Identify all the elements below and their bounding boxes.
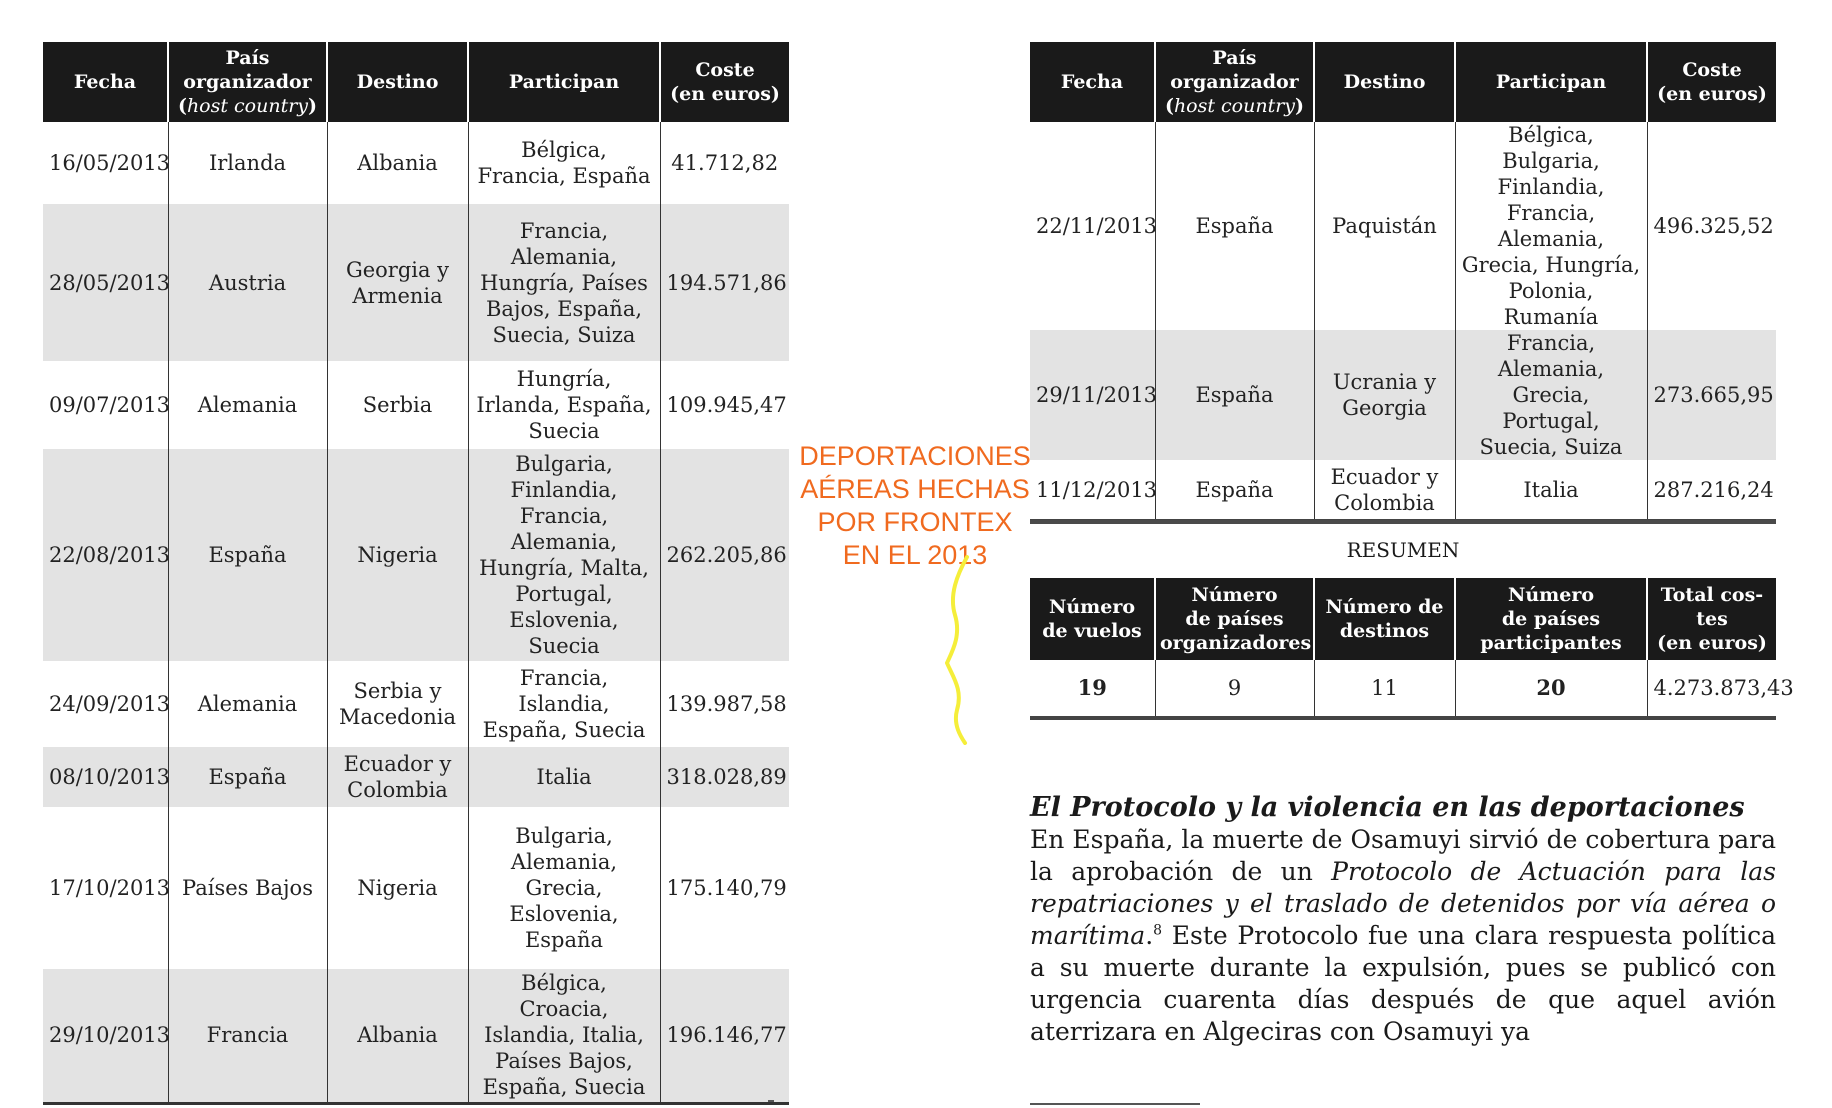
header-pais-line1: País xyxy=(225,47,270,69)
highlighter-brace-mark xyxy=(945,555,975,745)
header-paises-org-line2: de países xyxy=(1185,608,1284,630)
left-deportations-table xyxy=(43,42,789,1105)
cell-destino: Ecuador y Colombia xyxy=(1314,460,1455,520)
header-destino: Destino xyxy=(1314,42,1455,122)
header-coste-line1: Coste xyxy=(1682,59,1742,81)
header-coste xyxy=(1647,42,1776,122)
cell-fecha: 09/07/2013 xyxy=(49,393,171,417)
annotation-line2: AÉREAS HECHAS xyxy=(800,474,1030,504)
header-numero-paises-organizadores xyxy=(1155,578,1314,660)
header-paises-org-line3: organizadores xyxy=(1160,632,1312,654)
article-text-2: . xyxy=(1145,921,1154,950)
header-pais-line1: País xyxy=(1212,47,1257,69)
cell-pais: Austria xyxy=(168,204,327,361)
header-vuelos-line1: Número xyxy=(1048,596,1136,618)
table-row xyxy=(1030,122,1776,330)
cell-pais: España xyxy=(168,449,327,661)
table-row xyxy=(1030,460,1776,520)
cell-coste: 318.028,89 xyxy=(660,747,789,807)
right-deportations-table xyxy=(1030,42,1776,521)
cell-destino: Albania xyxy=(327,969,468,1103)
cell-destino: Serbia y Macedonia xyxy=(327,661,468,747)
header-coste-line1: Coste xyxy=(695,59,755,81)
header-destino: Destino xyxy=(327,42,468,122)
cell-destino: Serbia xyxy=(327,361,468,449)
cell-pais: Alemania xyxy=(168,361,327,449)
cell-destino: Ucrania y Georgia xyxy=(1314,330,1455,460)
header-pais-line2: organizador xyxy=(1170,71,1299,93)
table-row xyxy=(43,449,789,661)
cell-participan: Bulgaria, Finlandia, Francia, Alemania, Hungría, Malta, Portugal, Eslovenia, Suecia xyxy=(468,449,660,661)
annotation-line1: DEPORTACIONES xyxy=(799,441,1031,471)
cell-participan: Italia xyxy=(468,747,660,807)
annotation-label xyxy=(798,440,1032,572)
cell-participan: Francia, Alemania, Hungría, Países Bajos, España, Suecia, Suiza xyxy=(468,204,660,361)
header-participan: Participan xyxy=(1455,42,1647,122)
header-fecha: Fecha xyxy=(1030,42,1155,122)
annotation-line3: POR FRONTEX xyxy=(817,507,1013,537)
cell-coste: 196.146,77 xyxy=(660,969,789,1103)
header-destinos-line1: Número de xyxy=(1325,596,1444,618)
cell-participan: Hungría, Irlanda, España, Suecia xyxy=(468,361,660,449)
summary-header-row xyxy=(1030,578,1776,660)
article-text-italic: Protocolo de Actuación para las repatriaciones y el traslado de detenidos por vía aérea o marítima xyxy=(1030,857,1777,950)
article-text-3: Este Protocolo fue una clara respuesta política a su muerte durante la expulsión, pues se publicó con urgencia cuarenta días después de que aquel avión aterrizara en Algeciras con Osamuyi ya xyxy=(1030,921,1776,1046)
cell-participan: Francia, Islandia, España, Suecia xyxy=(468,661,660,747)
header-numero-vuelos xyxy=(1030,578,1155,660)
value-destinos: 11 xyxy=(1314,660,1455,718)
cell-pais: Países Bajos xyxy=(168,807,327,969)
table-header-row xyxy=(43,42,789,122)
article-text-1: En España, la muerte de Osamuyi sirvió de cobertura para la aprobación de un xyxy=(1030,825,1776,886)
header-total-costes xyxy=(1647,578,1776,660)
cell-pais: España xyxy=(1155,460,1314,520)
header-coste xyxy=(660,42,789,122)
header-total-line1: Total cos- xyxy=(1660,584,1764,606)
header-pais-organizador: País organizador (host country) xyxy=(1155,42,1314,122)
header-total-line2: tes xyxy=(1696,608,1728,630)
cell-coste: 109.945,47 xyxy=(660,361,789,449)
value-total-costes: 4.273.873,43 xyxy=(1647,660,1776,718)
header-pais-sub: host country xyxy=(186,95,309,117)
table-header-row xyxy=(1030,42,1776,122)
header-paises-part-line1: Número xyxy=(1507,584,1595,606)
cell-participan: Bélgica, Bulgaria, Finlandia, Francia, Alemania, Grecia, Hungría, Polonia, Rumanía xyxy=(1455,122,1647,330)
cell-destino: Paquistán xyxy=(1314,122,1455,330)
header-fecha: Fecha xyxy=(43,42,168,122)
header-paises-part-line2: de países xyxy=(1501,608,1601,630)
table-row xyxy=(43,807,789,969)
cell-destino: Ecuador y Colombia xyxy=(327,747,468,807)
cell-participan: Bulgaria, Alemania, Grecia, Eslovenia, España xyxy=(468,807,660,969)
header-numero-destinos xyxy=(1314,578,1455,660)
cell-coste: 41.712,82 xyxy=(660,122,789,204)
resumen-divider xyxy=(1030,520,1776,524)
cell-coste: 194.571,86 xyxy=(660,204,789,361)
cell-fecha: 22/08/2013 xyxy=(43,449,168,661)
value-numero-vuelos: 19 xyxy=(1030,660,1155,718)
cell-coste: 262.205,86 xyxy=(660,449,789,661)
header-numero-paises-participantes xyxy=(1455,578,1647,660)
cell-destino: Nigeria xyxy=(327,807,468,969)
cell-pais: Irlanda xyxy=(168,122,327,204)
cell-fecha: 11/12/2013 xyxy=(1030,460,1155,520)
header-paises-org-line1: Número xyxy=(1191,584,1278,606)
footnote-divider xyxy=(1030,1103,1200,1105)
cell-fecha: 24/09/2013 xyxy=(49,692,171,716)
summary-values-row xyxy=(1030,660,1776,718)
cell-destino: Albania xyxy=(327,122,468,204)
cell-coste: 287.216,24 xyxy=(1647,460,1776,520)
header-paises-part-line3: participantes xyxy=(1480,632,1622,654)
article-section xyxy=(1030,792,1776,1048)
cell-fecha: 22/11/2013 xyxy=(1036,214,1158,238)
header-participan: Participan xyxy=(468,42,660,122)
article-heading: El Protocolo y la violencia en las deportaciones xyxy=(1030,792,1745,823)
table-row xyxy=(1030,330,1776,460)
annotation-line4: EN EL 2013 xyxy=(842,540,988,570)
header-vuelos-line2: de vuelos xyxy=(1042,620,1142,642)
header-pais-organizador: País organizador (host country) xyxy=(168,42,327,122)
cell-fecha: 16/05/2013 xyxy=(49,151,171,175)
cell-coste: 273.665,95 xyxy=(1647,330,1776,460)
cell-pais: España xyxy=(168,747,327,807)
cell-participan: Italia xyxy=(1455,460,1647,520)
footnote-ref: 8 xyxy=(1153,922,1163,939)
cell-fecha: 17/10/2013 xyxy=(49,876,171,900)
cell-pais: Alemania xyxy=(168,661,327,747)
header-coste-line2: (en euros) xyxy=(670,83,780,105)
cell-destino: Georgia y Armenia xyxy=(327,204,468,361)
value-paises-organizadores: 9 xyxy=(1155,660,1314,718)
cell-pais: España xyxy=(1155,122,1314,330)
cell-pais: España xyxy=(1155,330,1314,460)
resumen-title: RESUMEN xyxy=(1346,538,1460,562)
header-total-line3: (en euros) xyxy=(1657,632,1767,654)
cell-fecha: 29/10/2013 xyxy=(43,969,168,1103)
stray-mark xyxy=(768,1100,774,1102)
table-row xyxy=(43,969,789,1103)
article-paragraph xyxy=(1030,824,1776,1048)
summary-table xyxy=(1030,578,1794,720)
table-row xyxy=(43,747,789,807)
cell-coste: 139.987,58 xyxy=(660,661,789,747)
header-coste-line2: (en euros) xyxy=(1657,83,1767,105)
header-pais-line2: organizador xyxy=(183,71,312,93)
cell-pais: Francia xyxy=(168,969,327,1103)
cell-fecha: 08/10/2013 xyxy=(43,747,168,807)
value-paises-participantes: 20 xyxy=(1455,660,1647,718)
cell-participan: Bélgica, Croacia, Islandia, Italia, Países Bajos, España, Suecia xyxy=(468,969,660,1103)
cell-participan: Bélgica, Francia, España xyxy=(468,122,660,204)
header-pais-sub: host country xyxy=(1173,95,1296,117)
cell-participan: Francia, Alemania, Grecia, Portugal, Suecia, Suiza xyxy=(1455,330,1647,460)
header-destinos-line2: destinos xyxy=(1339,620,1430,642)
cell-coste: 496.325,52 xyxy=(1647,122,1776,330)
table-row xyxy=(43,122,789,204)
cell-fecha: 29/11/2013 xyxy=(1030,330,1155,460)
table-row xyxy=(43,204,789,361)
cell-fecha: 28/05/2013 xyxy=(43,204,168,361)
cell-coste: 175.140,79 xyxy=(660,807,789,969)
table-row xyxy=(43,661,789,747)
table-row xyxy=(43,361,789,449)
cell-destino: Nigeria xyxy=(327,449,468,661)
